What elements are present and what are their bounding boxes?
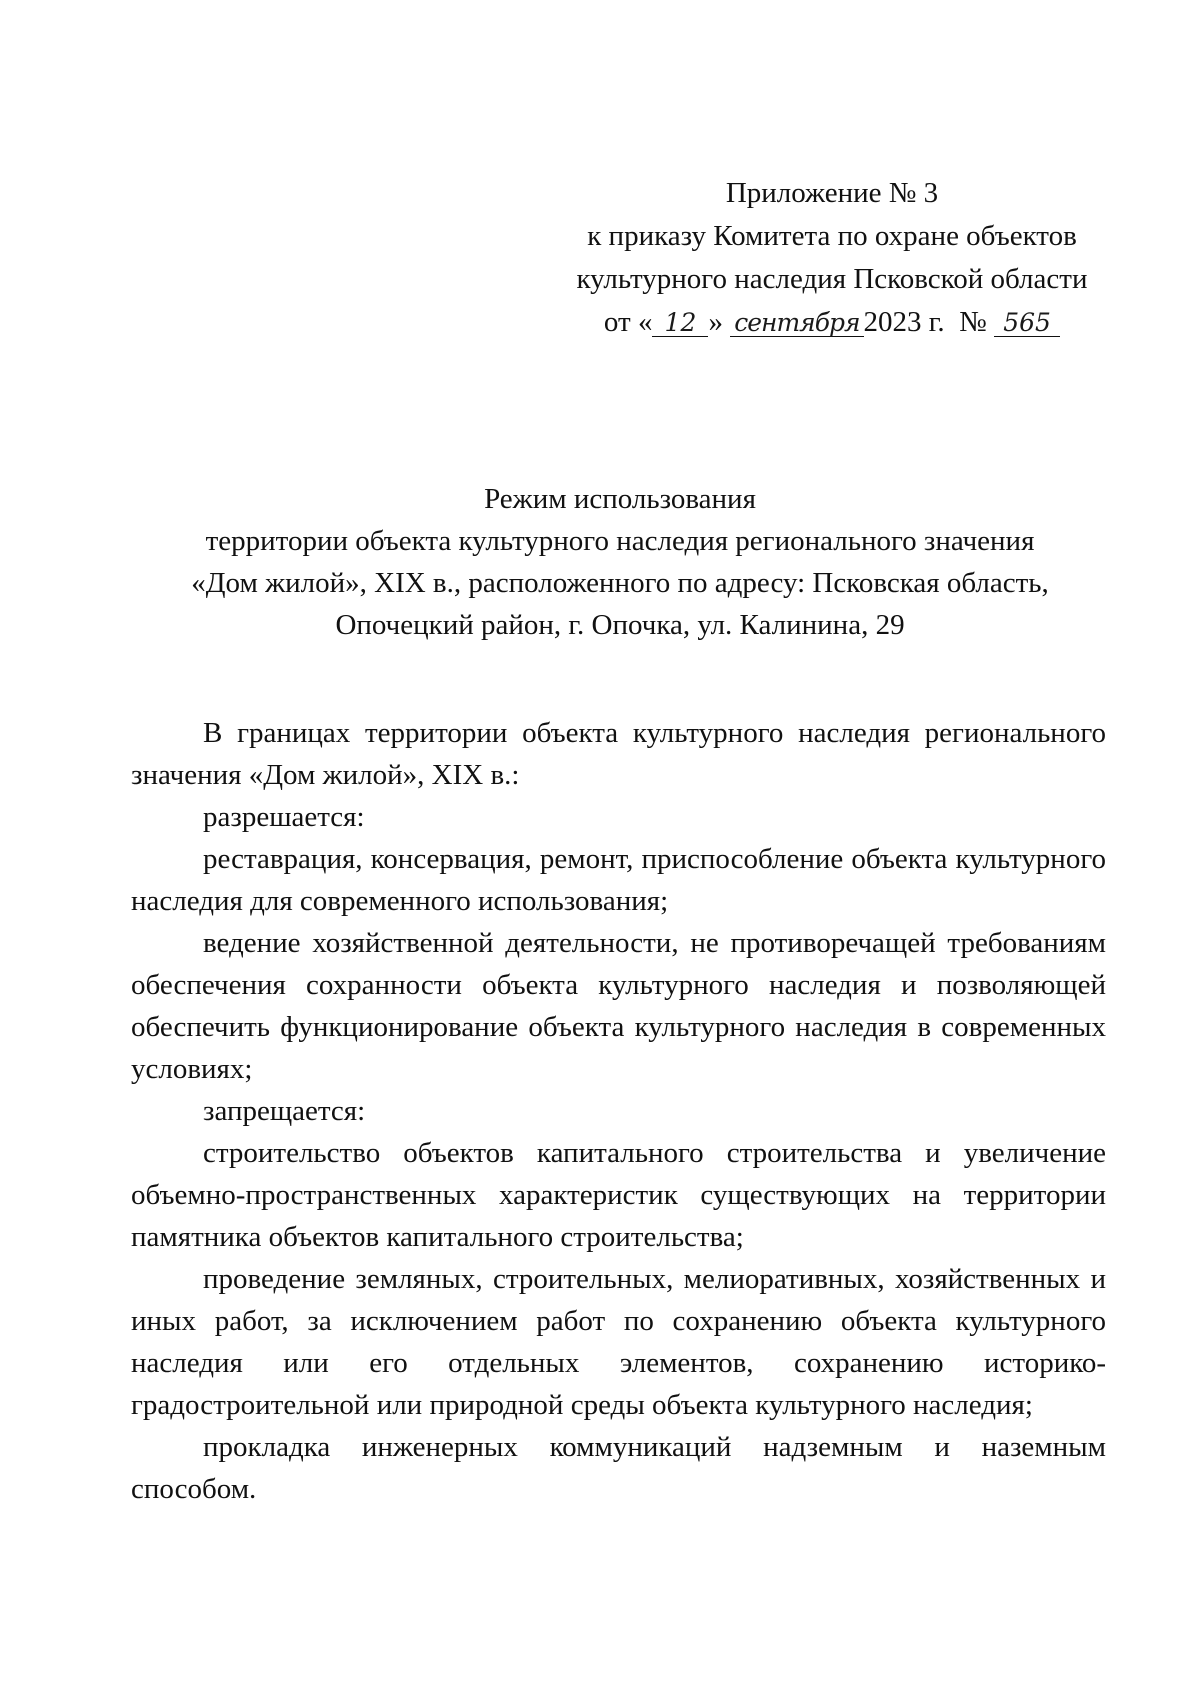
title-line-3: «Дом жилой», XIX в., расположенного по адресу: Псковская область, (191, 567, 1049, 599)
title-line-2: территории объекта культурного наследия регионального значения (205, 525, 1035, 557)
intro-paragraph: В границах территории объекта культурного наследия регионального значения «Дом жилой», XIX в.: (131, 717, 1106, 791)
allowed-label: разрешается: (203, 801, 365, 833)
appendix-date-line (552, 301, 1112, 344)
forbidden-item: строительство объектов капитального строительства и увеличение объемно-пространственных характеристик существующих на территории памятника объектов капитального строительства; (131, 1137, 1106, 1253)
handwritten-day: 12 (652, 310, 708, 337)
appendix-order-ref: к приказу Комитета по охране объектов (587, 220, 1077, 252)
date-mid: » (708, 306, 723, 338)
appendix-committee: культурного наследия Псковской области (576, 263, 1088, 295)
appendix-header (552, 172, 1112, 344)
title-line-4: Опочецкий район, г. Опочка, ул. Калинина, 29 (335, 609, 905, 641)
allowed-item: реставрация, консервация, ремонт, приспособление объекта культурного наследия для современного использования; (131, 843, 1106, 917)
allowed-item: ведение хозяйственной деятельности, не противоречащей требованиям обеспечения сохранности объекта культурного наследия и позволяющей обеспечить функционирование объекта культурного наследия в современных условиях; (131, 927, 1106, 1085)
forbidden-item: проведение земляных, строительных, мелиоративных, хозяйственных и иных работ, за исключением работ по сохранению объекта культурного наследия или его отдельных элементов, сохранению историко-градостроительной или природной среды объекта культурного наследия; (131, 1263, 1106, 1421)
title-line-1: Режим использования (484, 483, 756, 515)
date-prefix: от « (603, 306, 653, 338)
date-year: 2023 г. (863, 306, 945, 338)
document-title (120, 478, 1120, 646)
handwritten-number: 565 (994, 310, 1060, 337)
number-prefix: № (959, 306, 987, 338)
forbidden-label: запрещается: (203, 1095, 366, 1127)
appendix-number: Приложение № 3 (725, 177, 939, 209)
document-body (131, 712, 1106, 1510)
forbidden-item: прокладка инженерных коммуникаций надземным и наземным способом. (131, 1431, 1106, 1505)
handwritten-month: сентября (730, 310, 863, 337)
